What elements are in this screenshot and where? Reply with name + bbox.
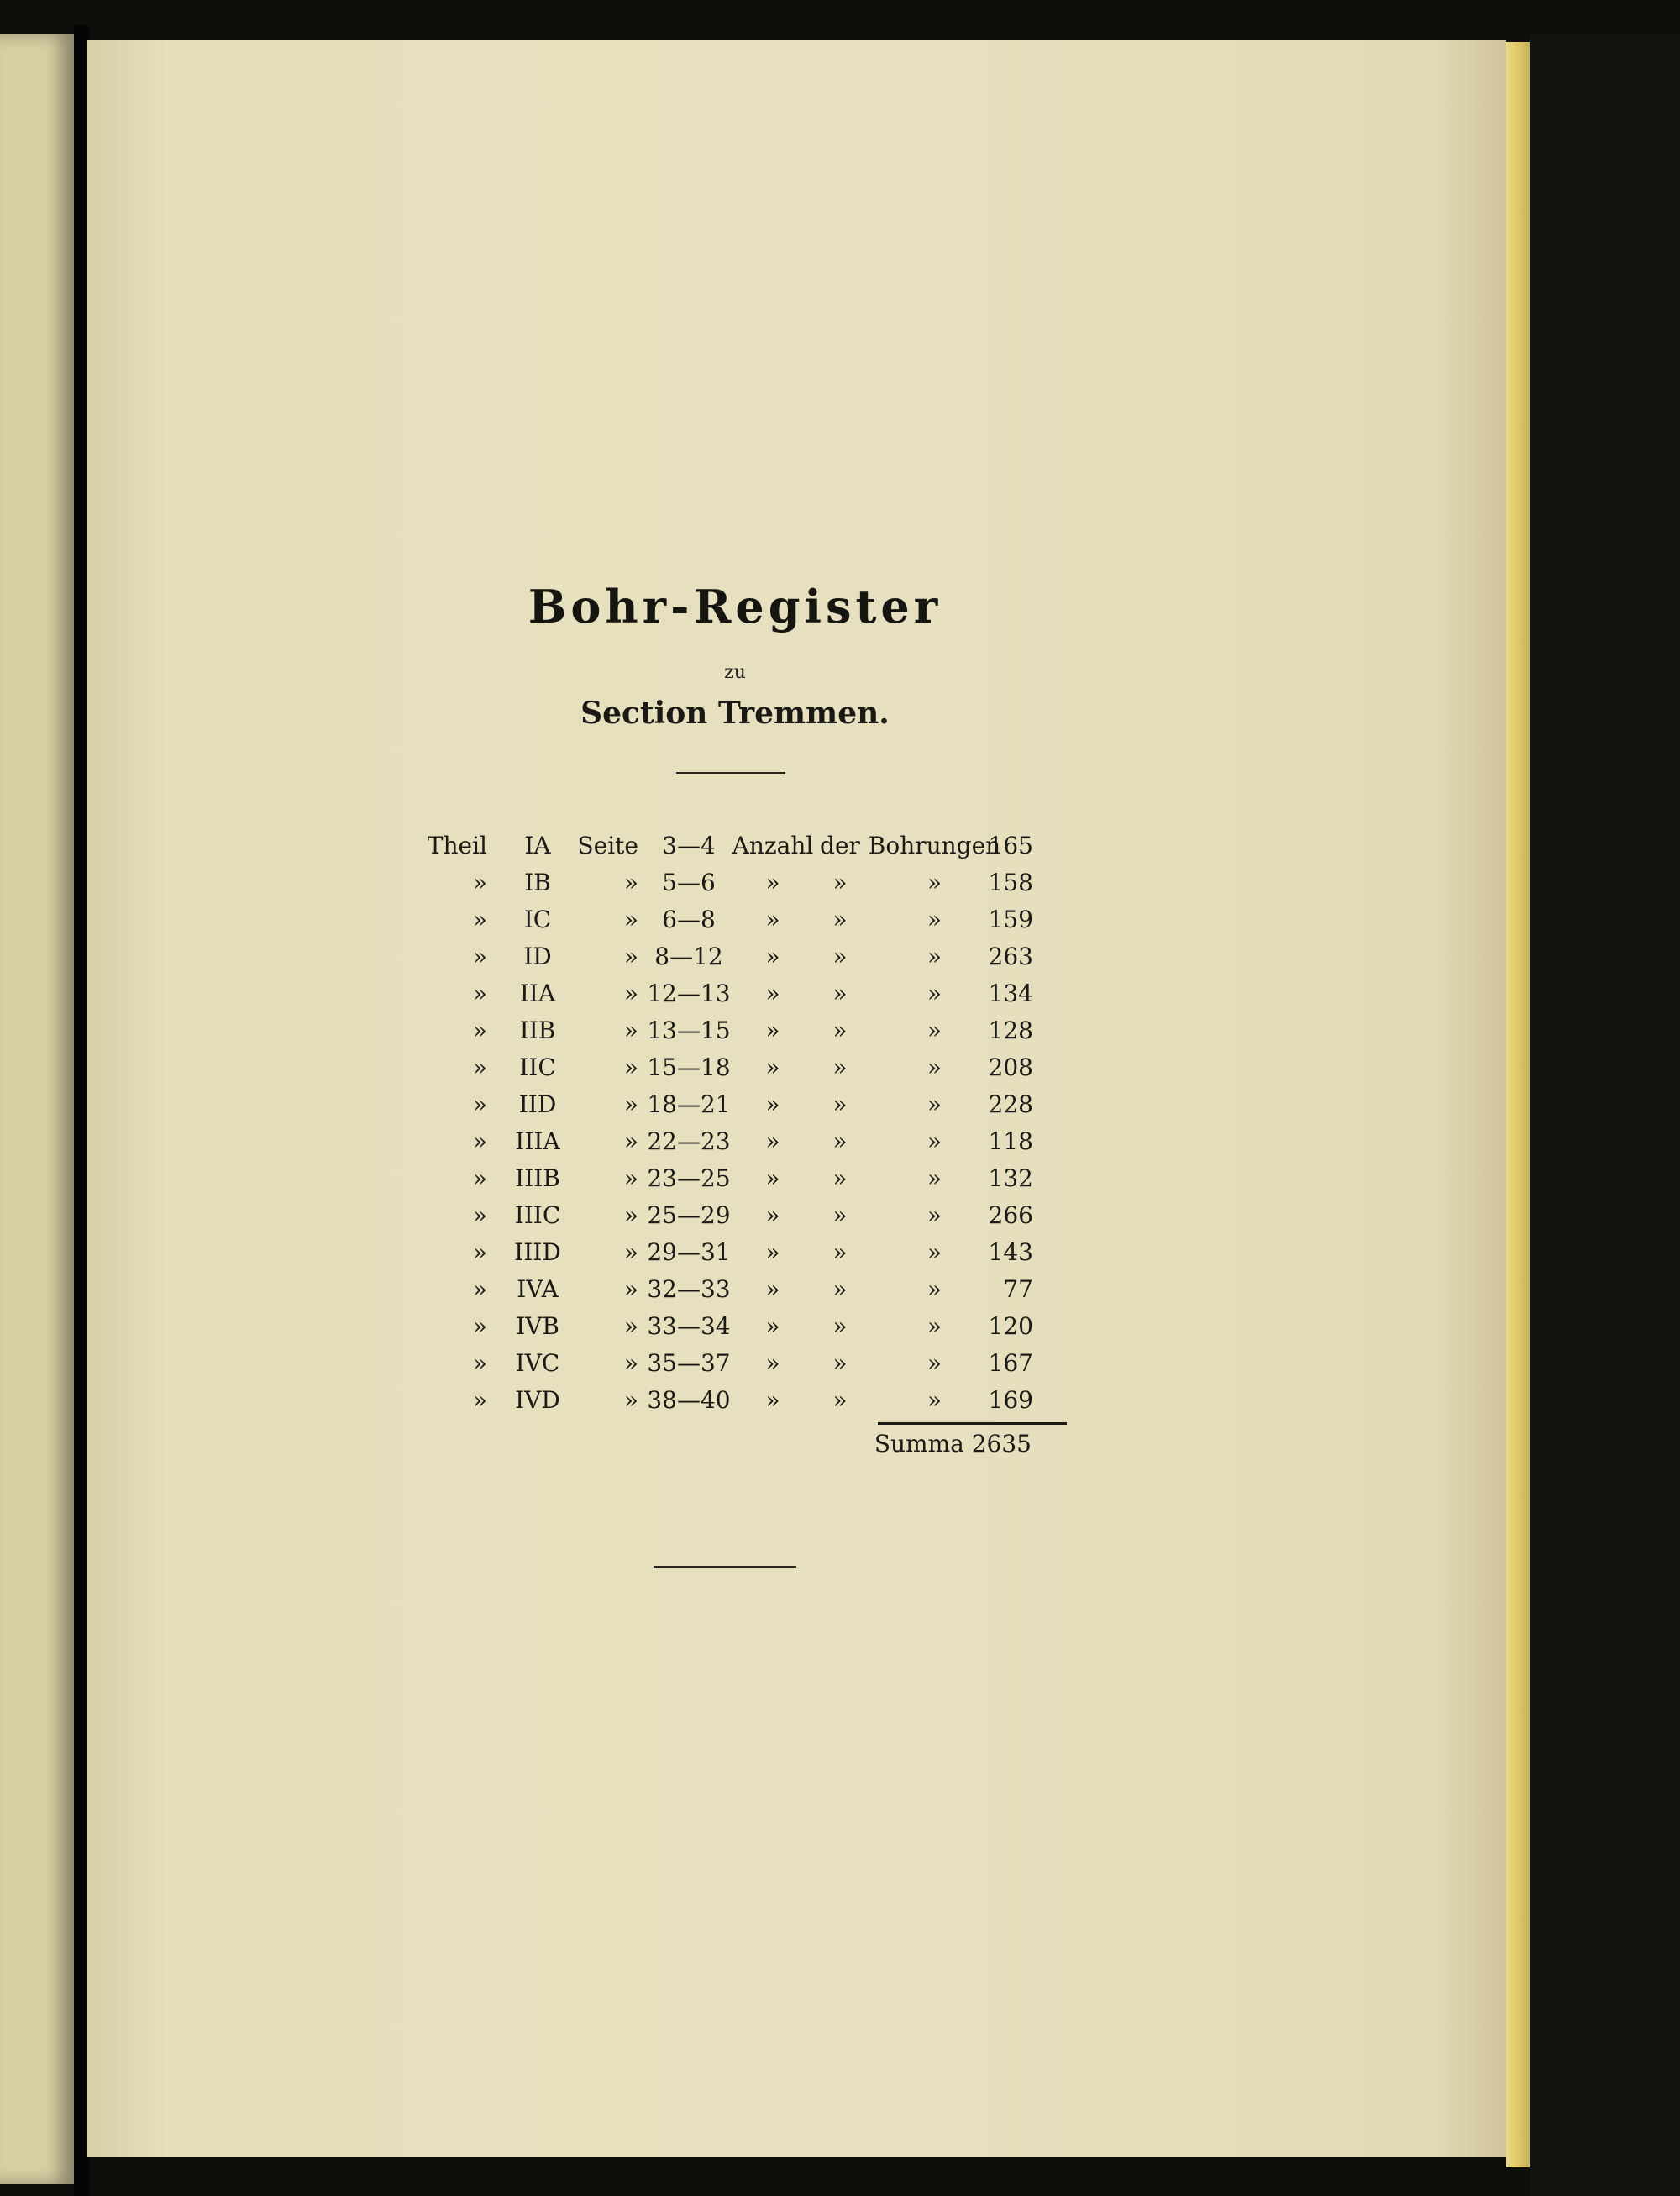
anzahl-cell: » [765,1238,780,1266]
anzahl-cell: » [765,1127,780,1155]
part-cell: IID [518,1090,557,1118]
table-row [420,943,1092,980]
table-row [420,1053,1092,1090]
summa-total: Summa 2635 [874,1430,1032,1458]
part-cell: IC [523,906,552,933]
theil-cell: » [472,1164,487,1192]
part-cell: IVC [515,1349,560,1377]
section-title: Section Tremmen. [580,696,890,731]
count-cell: 263 [988,943,1033,970]
page-title: Bohr-Register [528,580,942,633]
table-row [420,832,1092,869]
seite-cell: Seite [577,832,638,859]
bohrungen-cell: » [927,869,942,896]
count-cell: 266 [988,1201,1033,1229]
table-row [420,980,1092,1017]
anzahl-cell: » [765,906,780,933]
anzahl-cell: » [765,1053,780,1081]
anzahl-cell: » [765,980,780,1007]
anzahl-cell: » [765,1017,780,1044]
bohrungen-cell: » [927,1090,942,1118]
der-cell: » [832,1386,848,1414]
bohrungen-cell: » [927,1312,942,1340]
seite-cell: » [623,1090,638,1118]
table-row [420,1201,1092,1238]
pages-cell: 6—8 [662,906,716,933]
der-cell: » [832,1127,848,1155]
pages-cell: 29—31 [647,1238,731,1266]
bohrungen-cell: » [927,1127,942,1155]
pages-cell: 13—15 [647,1017,731,1044]
count-cell: 158 [988,869,1033,896]
count-cell: 143 [988,1238,1033,1266]
der-cell: » [832,1275,848,1303]
pages-cell: 38—40 [647,1386,731,1414]
theil-cell: » [472,1127,487,1155]
table-row [420,869,1092,906]
theil-cell: » [472,980,487,1007]
seite-cell: » [623,1017,638,1044]
seite-cell: » [623,1164,638,1192]
count-cell: 165 [988,832,1033,859]
seite-cell: » [623,1127,638,1155]
anzahl-cell: » [765,1164,780,1192]
table-row [420,1127,1092,1164]
part-cell: IIIB [515,1164,560,1192]
anzahl-cell: Anzahl [732,832,814,859]
anzahl-cell: » [765,1386,780,1414]
theil-cell: » [472,1386,487,1414]
pages-cell: 35—37 [647,1349,731,1377]
count-cell: 134 [988,980,1033,1007]
part-cell: IA [524,832,551,859]
bohrungen-cell: » [927,980,942,1007]
part-cell: IVD [515,1386,560,1414]
seite-cell: » [623,1312,638,1340]
part-cell: IIC [519,1053,556,1081]
theil-cell: » [472,1238,487,1266]
der-cell: » [832,869,848,896]
bohrungen-cell: » [927,943,942,970]
title-divider [676,772,785,774]
theil-cell: » [472,1349,487,1377]
part-cell: IVA [517,1275,559,1303]
theil-cell: » [472,1017,487,1044]
seite-cell: » [623,1275,638,1303]
der-cell: » [832,1017,848,1044]
seite-cell: » [623,1386,638,1414]
seite-cell: » [623,1238,638,1266]
count-cell: 169 [988,1386,1033,1414]
anzahl-cell: » [765,1090,780,1118]
bohrungen-cell: » [927,1386,942,1414]
part-cell: IB [524,869,551,896]
theil-cell: » [472,1312,487,1340]
der-cell: der [820,832,860,859]
table-row [420,1090,1092,1127]
count-cell: 159 [988,906,1033,933]
seite-cell: » [623,1349,638,1377]
bohrungen-cell: Bohrungen [868,832,1001,859]
bohrungen-cell: » [927,1275,942,1303]
anzahl-cell: » [765,869,780,896]
der-cell: » [832,1238,848,1266]
pages-cell: 22—23 [647,1127,731,1155]
theil-cell: Theil [427,832,487,859]
subtitle-zu: zu [724,662,746,683]
pages-cell: 23—25 [647,1164,731,1192]
part-cell: IIID [514,1238,561,1266]
theil-cell: » [472,943,487,970]
seite-cell: » [623,869,638,896]
pages-cell: 12—13 [647,980,731,1007]
bottom-divider [654,1566,796,1568]
seite-cell: » [623,1201,638,1229]
table-row [420,1164,1092,1201]
pages-cell: 33—34 [647,1312,731,1340]
pages-cell: 5—6 [662,869,716,896]
bohrungen-cell: » [927,1017,942,1044]
table-row [420,906,1092,943]
anzahl-cell: » [765,943,780,970]
der-cell: » [832,1164,848,1192]
pages-cell: 25—29 [647,1201,731,1229]
theil-cell: » [472,1201,487,1229]
table-row [420,1312,1092,1349]
table-row [420,1386,1092,1423]
der-cell: » [832,1312,848,1340]
part-cell: IVB [516,1312,559,1340]
bohrungen-cell: » [927,1164,942,1192]
pages-cell: 32—33 [647,1275,731,1303]
count-cell: 77 [1003,1275,1033,1303]
count-cell: 228 [988,1090,1033,1118]
part-cell: IIIA [515,1127,560,1155]
count-cell: 120 [988,1312,1033,1340]
register-table [420,832,1092,1423]
bohrungen-cell: » [927,1201,942,1229]
anzahl-cell: » [765,1275,780,1303]
anzahl-cell: » [765,1349,780,1377]
theil-cell: » [472,1053,487,1081]
seite-cell: » [623,980,638,1007]
der-cell: » [832,1053,848,1081]
seite-cell: » [623,906,638,933]
pages-cell: 3—4 [662,832,716,859]
table-row [420,1275,1092,1312]
table-row [420,1238,1092,1275]
bohrungen-cell: » [927,1349,942,1377]
part-cell: ID [523,943,552,970]
seite-cell: » [623,943,638,970]
der-cell: » [832,906,848,933]
pages-cell: 15—18 [647,1053,731,1081]
bohrungen-cell: » [927,1238,942,1266]
table-row [420,1349,1092,1386]
pages-cell: 8—12 [654,943,723,970]
anzahl-cell: » [765,1201,780,1229]
der-cell: » [832,980,848,1007]
count-cell: 167 [988,1349,1033,1377]
der-cell: » [832,1201,848,1229]
count-cell: 118 [988,1127,1033,1155]
theil-cell: » [472,906,487,933]
theil-cell: » [472,869,487,896]
bohrungen-cell: » [927,906,942,933]
der-cell: » [832,1349,848,1377]
seite-cell: » [623,1053,638,1081]
theil-cell: » [472,1090,487,1118]
bohrungen-cell: » [927,1053,942,1081]
count-cell: 128 [988,1017,1033,1044]
der-cell: » [832,943,848,970]
count-cell: 132 [988,1164,1033,1192]
sum-rule [878,1422,1067,1425]
table-row [420,1017,1092,1053]
part-cell: IIA [519,980,556,1007]
count-cell: 208 [988,1053,1033,1081]
part-cell: IIB [519,1017,556,1044]
theil-cell: » [472,1275,487,1303]
part-cell: IIIC [514,1201,561,1229]
anzahl-cell: » [765,1312,780,1340]
pages-cell: 18—21 [647,1090,731,1118]
der-cell: » [832,1090,848,1118]
